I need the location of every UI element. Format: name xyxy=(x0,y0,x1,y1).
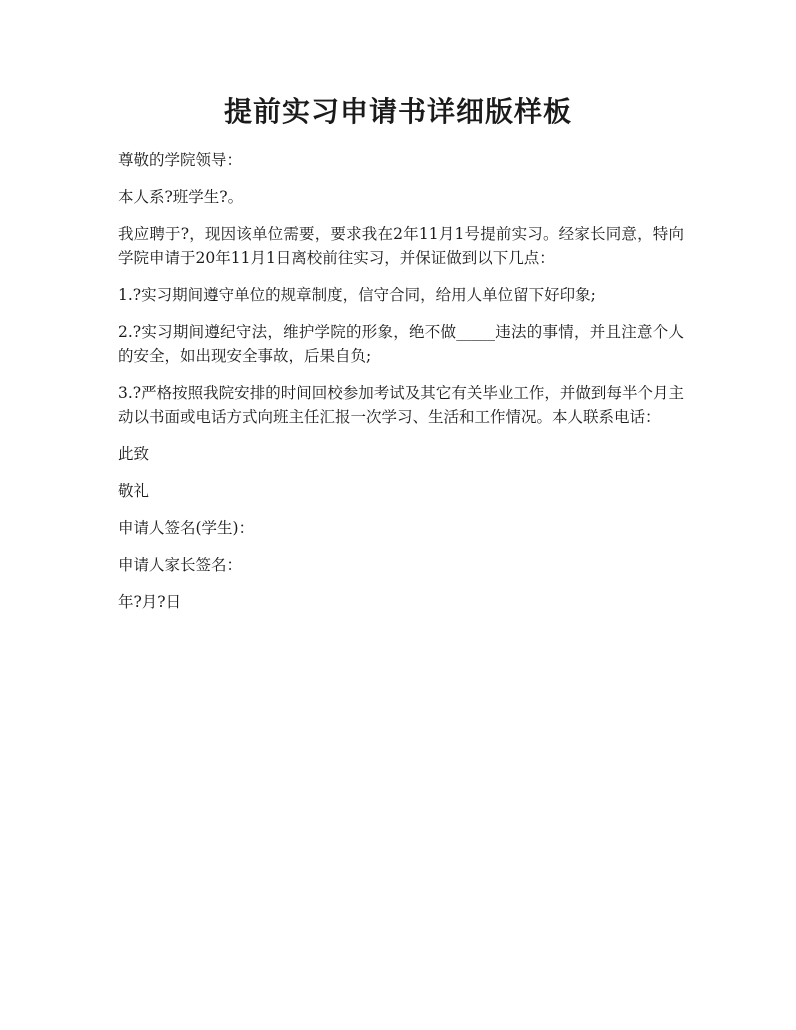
closing-jingli: 敬礼 xyxy=(118,482,150,500)
paragraph-point-1: 1.?实习期间遵守单位的规章制度，信守合同，给用人单位留下好印象; xyxy=(118,286,596,304)
closing-cizhi: 此致 xyxy=(118,445,150,463)
paragraph-point-3: 3.?严格按照我院安排的时间回校参加考试及其它有关毕业工作，并做到每半个月主动以书面或电话方式向班主任汇报一次学习、生活和工作情况。本人联系电话： xyxy=(118,384,684,426)
document-title: 提前实习申请书详细版样板 xyxy=(223,95,572,128)
date-line: 年?月?日 xyxy=(118,593,182,611)
salutation: 尊敬的学院领导： xyxy=(118,151,243,169)
signature-student: 申请人签名(学生)： xyxy=(118,519,255,537)
paragraph-point-2: 2.?实习期间遵纪守法，维护学院的形象，绝不做_____违法的事情，并且注意个人的安全，如出现安全事故，后果自负; xyxy=(118,323,684,365)
paragraph-request: 我应聘于?，现因该单位需要，要求我在2年11月1号提前实习。经家长同意，特向学院申请于20年11月1日离校前往实习，并保证做到以下几点： xyxy=(118,225,684,267)
document-body xyxy=(118,148,684,627)
signature-parent: 申请人家长签名： xyxy=(118,556,243,574)
paragraph-class-info: 本人系?班学生?。 xyxy=(118,188,244,206)
